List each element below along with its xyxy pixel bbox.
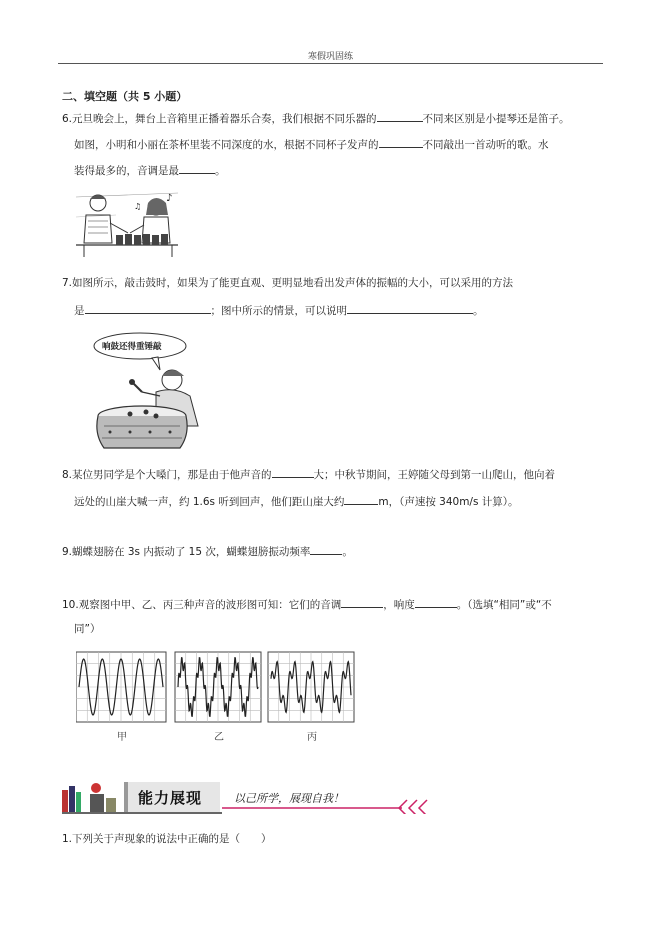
q9-line1 — [62, 544, 353, 559]
wave-label-bing: 丙 — [307, 732, 317, 743]
q6-line1 — [62, 111, 570, 126]
q10-blank-1[interactable] — [341, 597, 383, 608]
q8-line2 — [74, 494, 519, 509]
q6-text: 。 — [215, 165, 226, 177]
q7-text: 。 — [473, 305, 484, 317]
q7-text: ；图中所示的情景，可以说明 — [210, 305, 347, 317]
next-question: 1.下列关于声现象的说法中正确的是（ ） — [62, 833, 272, 845]
q9-blank-1[interactable] — [310, 544, 342, 555]
wave-label-jia: 甲 — [117, 732, 127, 743]
waveform-panel — [175, 652, 261, 722]
q10-line1 — [62, 597, 552, 612]
q7-line2 — [74, 303, 484, 318]
q10-text: 10.观察图中甲、乙、丙三种声音的波形图可知：它们的音调 — [62, 599, 342, 611]
drum-bubble-text: 响鼓还得重锤敲 — [102, 342, 162, 352]
q6-line2 — [74, 137, 549, 152]
q10-text: 。（选填“相同”或“不 — [456, 599, 552, 611]
q7-drum-illustration — [90, 330, 220, 454]
banner-title: 能力展现 — [138, 789, 203, 807]
waveform-panel — [76, 652, 166, 722]
ability-banner — [62, 780, 442, 814]
q6-blank-2[interactable] — [379, 137, 423, 148]
q6-text: 6.元旦晚会上，舞台上音箱里正播着器乐合奏，我们根据不同乐器的 — [62, 113, 377, 125]
q8-text: 8.某位男同学是个大嗓门，那是由于他声音的 — [62, 469, 272, 481]
q8-line1 — [62, 467, 555, 482]
q6-text: 装得最多的，音调是最 — [74, 165, 179, 177]
q6-text: 不同敲出一首动听的歌。水 — [422, 139, 549, 151]
q6-text: 不同来区别是小提琴还是笛子。 — [422, 113, 570, 125]
waveform-figures — [76, 650, 356, 726]
svg-text:♫: ♫ — [134, 202, 142, 211]
q7-text: 是 — [74, 305, 85, 317]
q6-cups-illustration — [76, 187, 178, 257]
q7-line1: 7.如图所示，敲击鼓时，如果为了能更直观、更明显地看出发声体的振幅的大小，可以采用的方法 — [62, 277, 514, 289]
q6-text: 如图，小明和小丽在茶杯里装不同深度的水，根据不同杯子发声的 — [74, 139, 379, 151]
q7-blank-1[interactable] — [85, 303, 211, 314]
q8-blank-1[interactable] — [272, 467, 314, 478]
q9-text: 。 — [342, 546, 353, 558]
q8-blank-2[interactable] — [344, 494, 378, 505]
q10-text: ，响度 — [383, 599, 415, 611]
banner-slogan: 以己所学，展现自我！ — [234, 792, 344, 805]
page-header-title: 寒假巩固练 — [307, 52, 353, 62]
section-title: 二、填空题（共 5 小题） — [62, 90, 188, 103]
q10-line2: 同”） — [74, 623, 101, 635]
waveform-panel — [268, 652, 354, 722]
q8-text: m，（声速按 340m/s 计算）。 — [378, 496, 519, 508]
q9-text: 9.蝴蝶翅膀在 3s 内振动了 15 次，蝴蝶翅膀振动频率 — [62, 546, 311, 558]
q8-text: 远处的山崖大喊一声，约 1.6s 听到回声，他们距山崖大约 — [74, 496, 345, 508]
svg-text:♪: ♪ — [166, 193, 173, 204]
header-rule — [58, 63, 603, 64]
q8-text: 大；中秋节期间，王婷随父母到第一山爬山，他向着 — [313, 469, 556, 481]
wave-label-yi: 乙 — [214, 732, 224, 743]
q10-blank-2[interactable] — [415, 597, 457, 608]
q7-blank-2[interactable] — [347, 303, 473, 314]
q6-line3 — [74, 163, 226, 178]
q6-blank-3[interactable] — [179, 163, 215, 174]
q6-blank-1[interactable] — [377, 111, 423, 122]
